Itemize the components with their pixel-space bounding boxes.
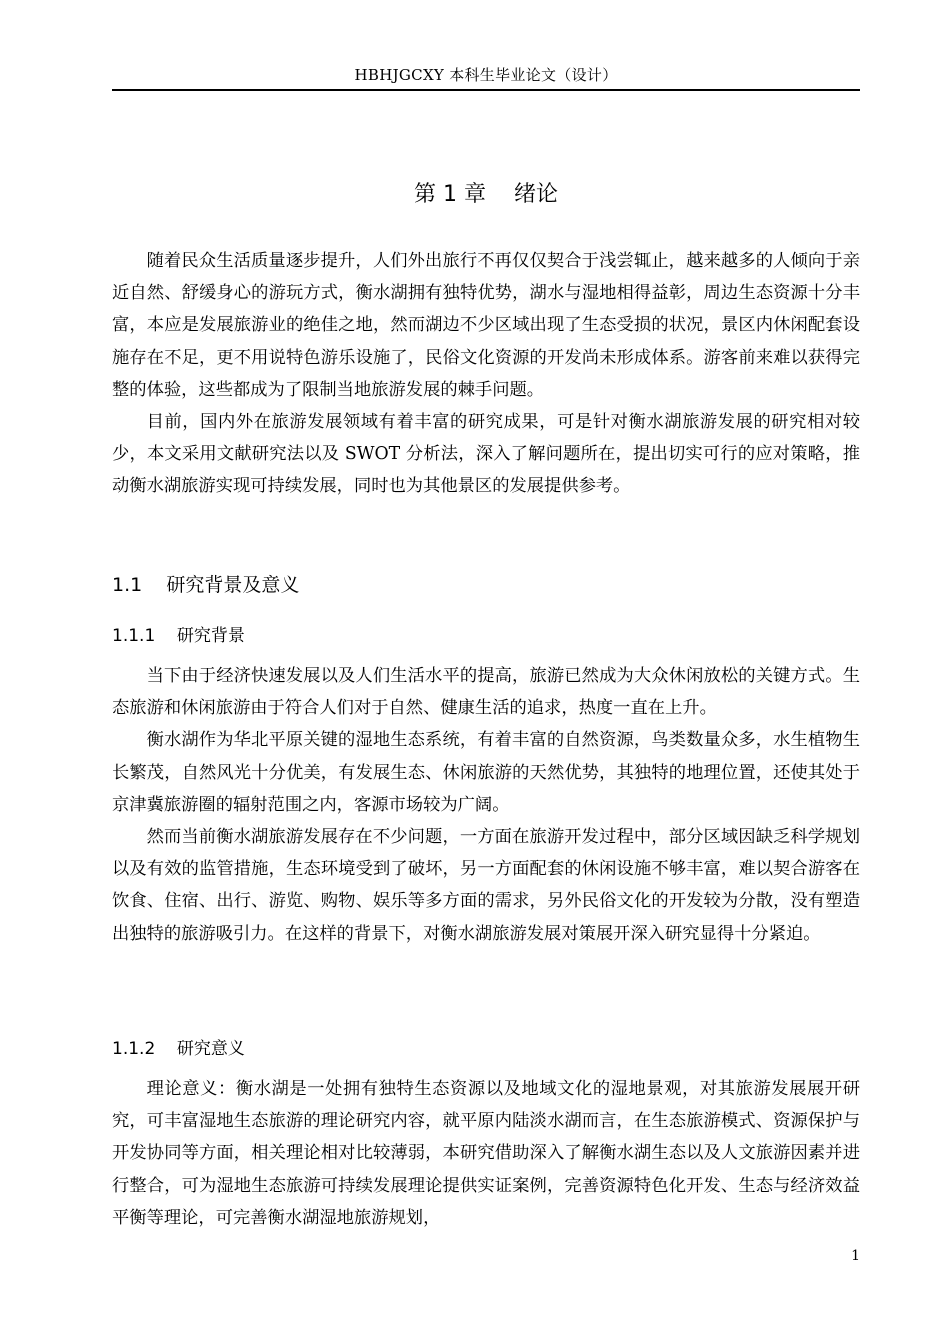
intro-section — [112, 245, 860, 503]
background-paragraph-3: 然而当前衡水湖旅游发展存在不少问题，一方面在旅游开发过程中，部分区域因缺乏科学规划以及有效的监管措施，生态环境受到了破坏，另一方面配套的休闲设施不够丰富，难以契合游客在饮食、住宿、出行、游览、购物、娱乐等多方面的需求，另外民俗文化的开发较为分散，没有塑造出独特的旅游吸引力。在这样的背景下，对衡水湖旅游发展对策展开深入研究显得十分紧迫。 — [112, 827, 860, 944]
header-rule — [112, 89, 860, 91]
section-heading-1-1-2: 1.1.2 研究意义 — [112, 1039, 245, 1059]
background-paragraph-1: 当下由于经济快速发展以及人们生活水平的提高，旅游已然成为大众休闲放松的关键方式。生态旅游和休闲旅游由于符合人们对于自然、健康生活的追求，热度一直在上升。 — [112, 666, 860, 719]
chapter-title: 第 1 章 绪论 — [414, 182, 558, 207]
intro-paragraph-2: 目前，国内外在旅游发展领域有着丰富的研究成果，可是针对衡水湖旅游发展的研究相对较少，本文采用文献研究法以及 SWOT 分析法，深入了解问题所在，提出切实可行的应对策略，推动衡水湖旅游实现可持续发展，同时也为其他景区的发展提供参考。 — [112, 412, 860, 497]
page-number: 1 — [851, 1248, 860, 1264]
background-paragraph-2: 衡水湖作为华北平原关键的湿地生态系统，有着丰富的自然资源，鸟类数量众多，水生植物生长繁茂，自然风光十分优美，有发展生态、休闲旅游的天然优势，其独特的地理位置，还使其处于京津冀旅游圈的辐射范围之内，客源市场较为广阔。 — [112, 730, 860, 815]
section-heading-1-1-1: 1.1.1 研究背景 — [112, 626, 245, 646]
section-heading-1-1: 1.1 研究背景及意义 — [112, 574, 300, 596]
background-section — [112, 660, 860, 950]
significance-section — [112, 1073, 860, 1234]
significance-paragraph-1: 理论意义：衡水湖是一处拥有独特生态资源以及地域文化的湿地景观，对其旅游发展展开研究，可丰富湿地生态旅游的理论研究内容，就平原内陆淡水湖而言，在生态旅游模式、资源保护与开发协同等方面，相关理论相对比较薄弱，本研究借助深入了解衡水湖生态以及人文旅游因素并进行整合，可为湿地生态旅游可持续发展理论提供实证案例，完善资源特色化开发、生态与经济效益平衡等理论，可完善衡水湖湿地旅游规划， — [112, 1079, 860, 1228]
running-header: HBHJGCXY 本科生毕业论文（设计） — [354, 66, 618, 84]
intro-paragraph-1: 随着民众生活质量逐步提升，人们外出旅行不再仅仅契合于浅尝辄止，越来越多的人倾向于亲近自然、舒缓身心的游玩方式，衡水湖拥有独特优势，湖水与湿地相得益彰，周边生态资源十分丰富，本应是发展旅游业的绝佳之地，然而湖边不少区域出现了生态受损的状况，景区内休闲配套设施存在不足，更不用说特色游乐设施了，民俗文化资源的开发尚未形成体系。游客前来难以获得完整的体验，这些都成为了限制当地旅游发展的棘手问题。 — [112, 251, 860, 400]
